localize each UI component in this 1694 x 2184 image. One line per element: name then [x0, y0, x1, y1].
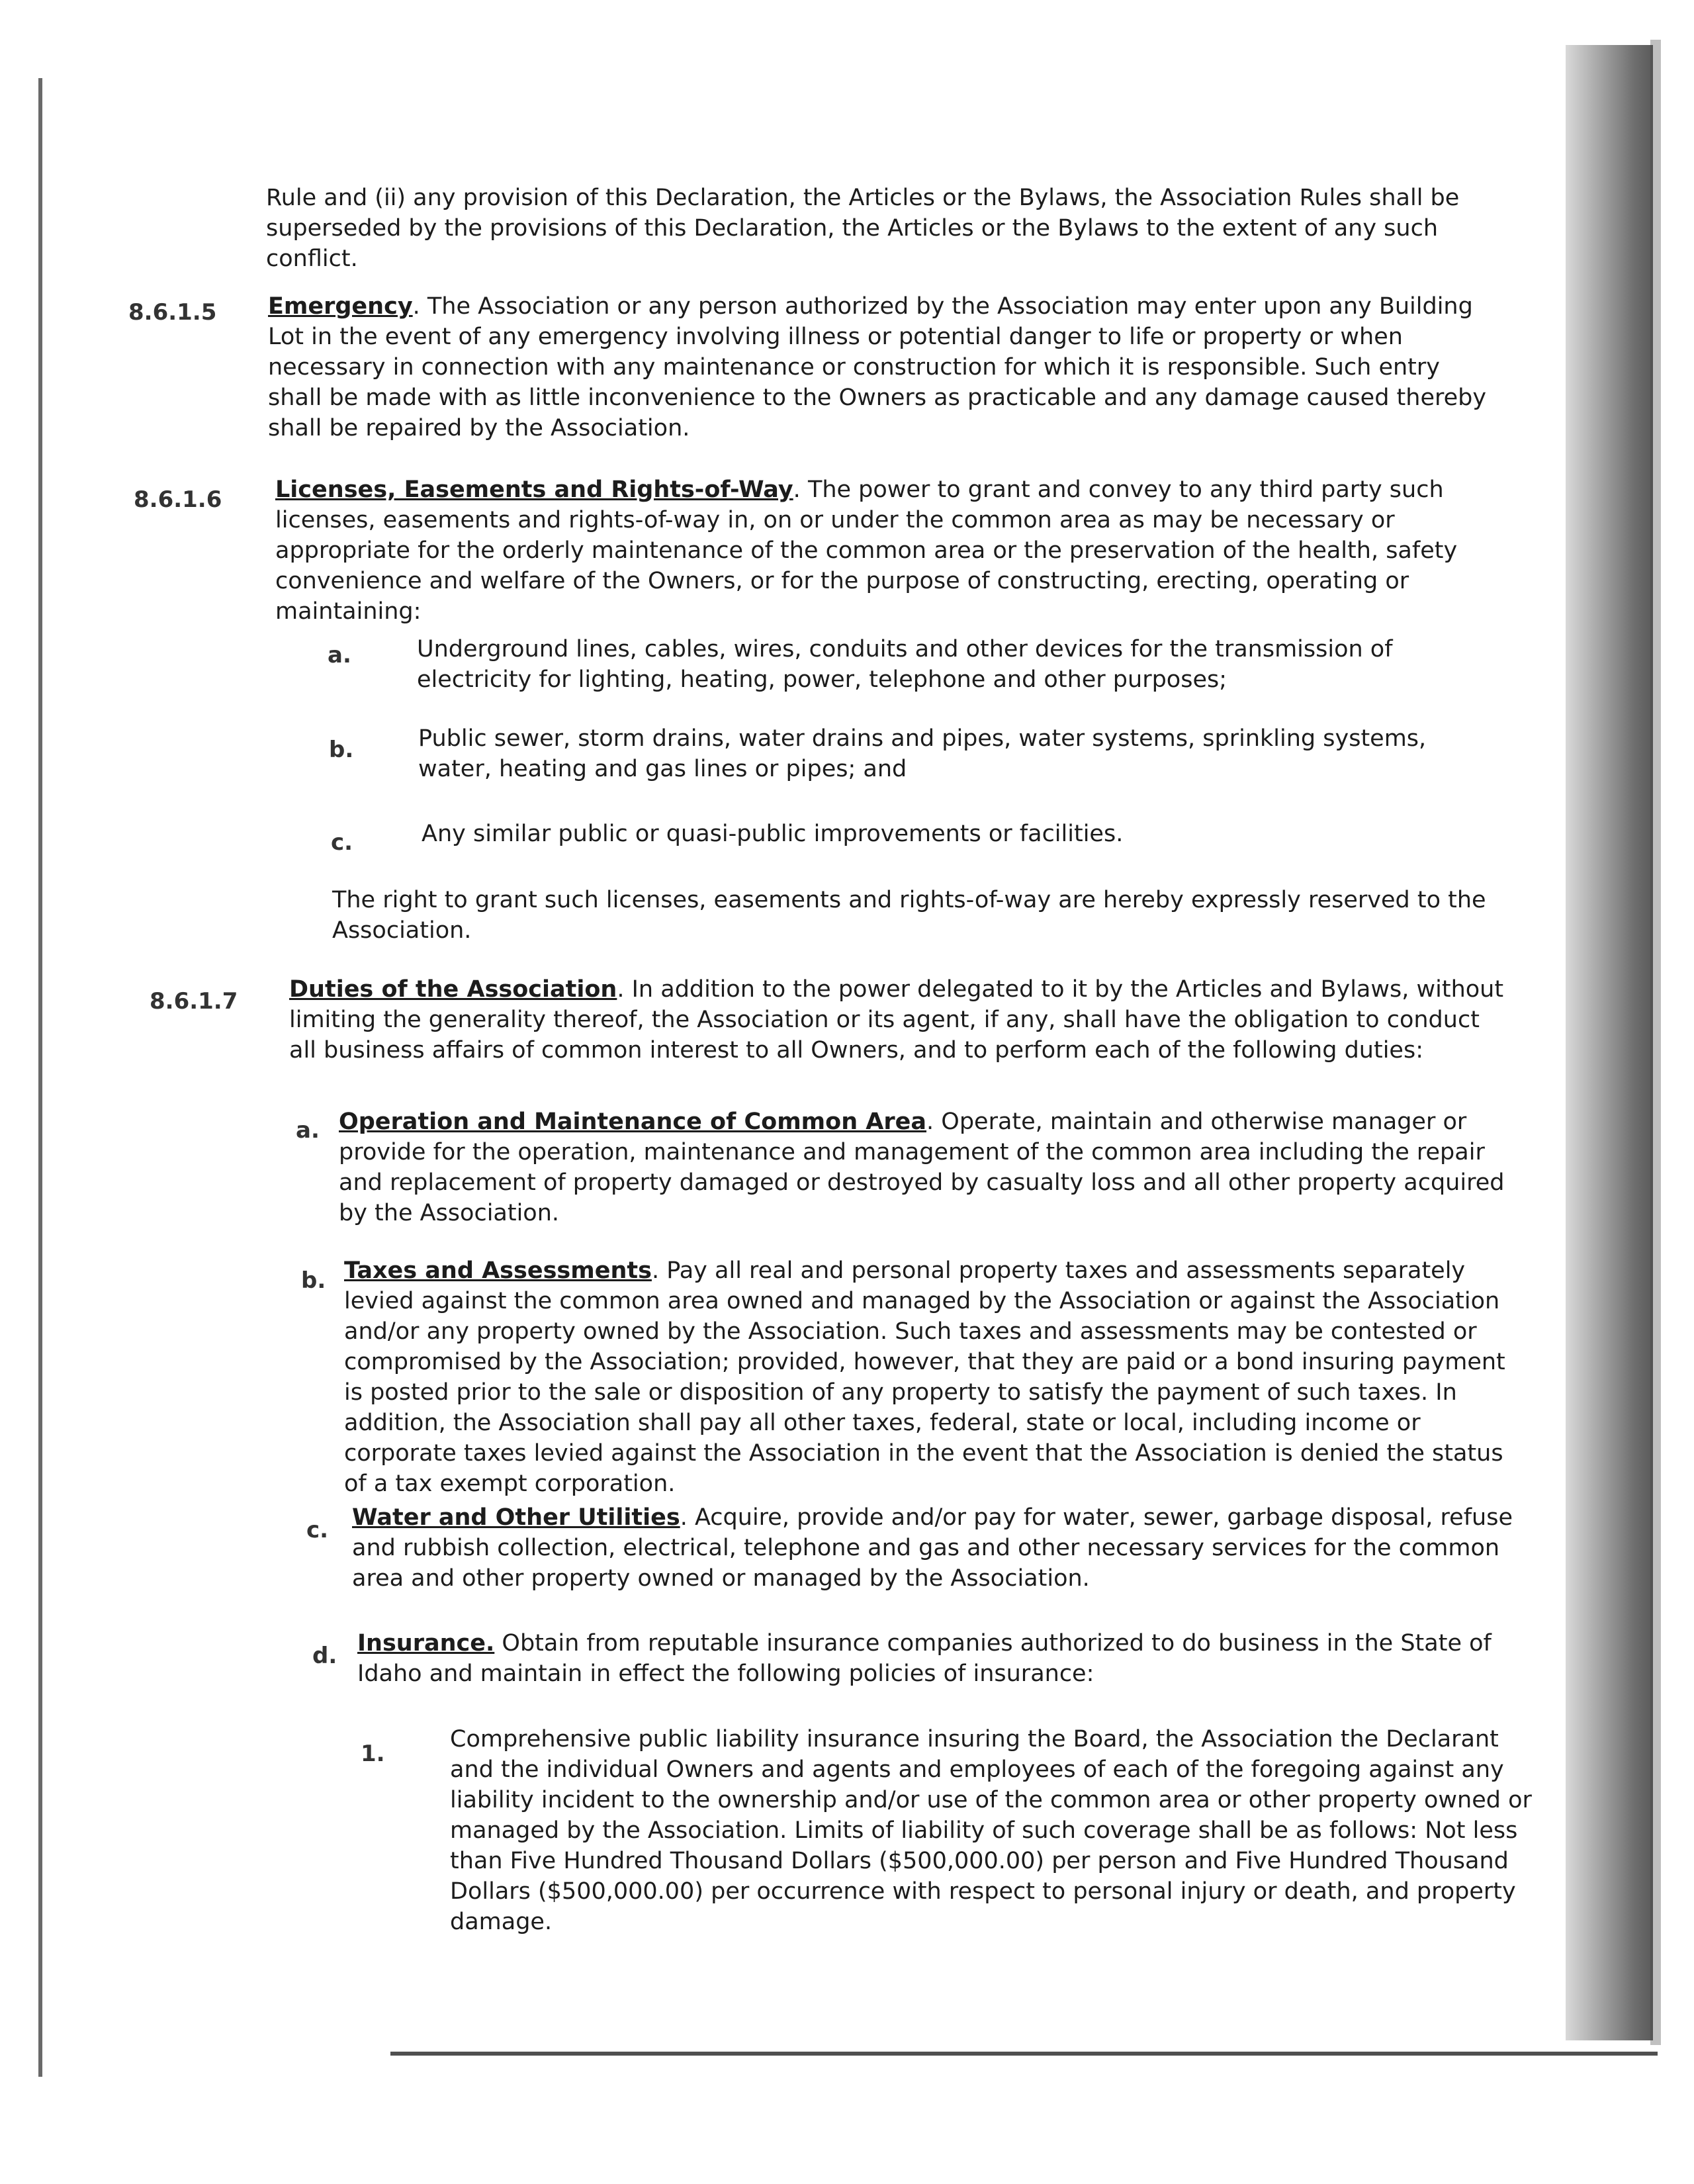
list-item: Insurance. Obtain from reputable insurance companies authorized to do business in the State of Idaho and maintain in effect the following policies of insurance:	[357, 1630, 1492, 1687]
item-heading: Operation and Maintenance of Common Area	[339, 1109, 927, 1135]
section-heading: Duties of the Association	[289, 976, 617, 1003]
item-heading: Water and Other Utilities	[352, 1504, 680, 1531]
section-number: 8.6.1.5	[128, 299, 217, 326]
closing-paragraph: The right to grant such licenses, easements and rights-of-way are hereby expressly reserved to the Association.	[332, 887, 1486, 944]
list-marker: b.	[329, 737, 354, 763]
list-marker: b.	[301, 1267, 326, 1294]
item-heading: Taxes and Assessments	[344, 1257, 652, 1284]
section-number: 8.6.1.6	[134, 486, 222, 513]
section-heading: Licenses, Easements and Rights-of-Way	[275, 477, 793, 503]
scan-right-shadow	[1566, 45, 1653, 2040]
section-text: The power to grant and convey to any third party such licenses, easements and rights-of-way in, on or under the common area as may be necessary or appropriate for the orderly maintenance of the common area or the preservation of the health, safety convenience and welfare of the Owners, or for the purpose of constructing, erecting, operating or maintaining:	[275, 477, 1458, 625]
scan-left-edge	[38, 78, 42, 2077]
list-marker: 1.	[361, 1741, 385, 1767]
scan-bottom-edge	[390, 2052, 1658, 2056]
list-marker: d.	[312, 1643, 337, 1669]
list-marker: a.	[328, 642, 351, 668]
item-heading: Insurance.	[357, 1630, 495, 1657]
list-item: Underground lines, cables, wires, conduits and other devices for the transmission of electricity for lighting, heating, power, telephone and other purposes;	[417, 636, 1393, 693]
section-number: 8.6.1.7	[150, 988, 238, 1015]
list-item: Comprehensive public liability insurance insuring the Board, the Association the Declarant and the individual Owners and agents and employees of each of the foregoing against any liability incident to the ownership and/or use of the common area or other property owned or managed by the Association. Limits of liability of such coverage shall be as follows: Not less than Five Hundred Thousand Dollars ($500,000.00) per person and Five Hundred Thousand Dollars ($500,000.00) per occurrence with respect to personal injury or death, and property damage.	[450, 1726, 1532, 1935]
section-8-6-1-6: Licenses, Easements and Rights-of-Way. The power to grant and convey to any third party such licenses, easements and rights-of-way in, on or under the common area as may be necessary or appropriate for the orderly maintenance of the common area or the preservation of the health, safety convenience and welfare of the Owners, or for the purpose of constructing, erecting, operating or maintaining:	[275, 477, 1458, 625]
section-text: The Association or any person authorized by the Association may enter upon any Building Lot in the event of any emergency involving illness or potential danger to life or property or when necessary in connection with any maintenance or construction for which it is responsible. Such entry shall be made with as little inconvenience to the Owners as practicable and any damage caused thereby shall be repaired by the Association.	[268, 293, 1487, 441]
list-item: Operation and Maintenance of Common Area. Operate, maintain and otherwise manager or provide for the operation, maintenance and management of the common area including the repair and replacement of property damaged or destroyed by casualty loss and all other property acquired by the Association.	[339, 1109, 1505, 1226]
list-marker: c.	[331, 829, 353, 856]
intro-paragraph: Rule and (ii) any provision of this Declaration, the Articles or the Bylaws, the Association Rules shall be superseded by the provisions of this Declaration, the Articles or the Bylaws to the extent of any such conflict.	[266, 185, 1460, 272]
list-marker: c.	[306, 1517, 329, 1543]
list-item: Water and Other Utilities. Acquire, provide and/or pay for water, sewer, garbage disposal, refuse and rubbish collection, electrical, telephone and gas and other necessary services for the common area and other property owned or managed by the Association.	[352, 1504, 1513, 1592]
section-heading: Emergency	[268, 293, 413, 320]
scan-right-edge	[1650, 40, 1661, 2045]
section-8-6-1-5: Emergency. The Association or any person authorized by the Association may enter upon any Building Lot in the event of any emergency involving illness or potential danger to life or property or when necessary in connection with any maintenance or construction for which it is responsible. Such entry shall be made with as little inconvenience to the Owners as practicable and any damage caused thereby shall be repaired by the Association.	[268, 293, 1487, 441]
section-text: In addition to the power delegated to it by the Articles and Bylaws, without limiting the generality thereof, the Association or its agent, if any, shall have the obligation to conduct all business affairs of common interest to all Owners, and to perform each of the following duties:	[289, 976, 1504, 1064]
list-item: Any similar public or quasi-public improvements or facilities.	[422, 821, 1124, 847]
list-item: Taxes and Assessments. Pay all real and personal property taxes and assessments separately levied against the common area owned and managed by the Association or against the Association and/or any property owned by the Association. Such taxes and assessments may be contested or compromised by the Association; provided, however, that they are paid or a bond insuring payment is posted prior to the sale or disposition of any property to satisfy the payment of such taxes. In addition, the Association shall pay all other taxes, federal, state or local, including income or corporate taxes levied against the Association in the event that the Association is denied the status of a tax exempt corporation.	[344, 1257, 1505, 1497]
list-item: Public sewer, storm drains, water drains and pipes, water systems, sprinkling systems, water, heating and gas lines or pipes; and	[418, 725, 1427, 782]
list-marker: a.	[296, 1117, 320, 1144]
section-8-6-1-7: Duties of the Association. In addition to the power delegated to it by the Articles and Bylaws, without limiting the generality thereof, the Association or its agent, if any, shall have the obligation to conduct all business affairs of common interest to all Owners, and to perform each of the following duties:	[289, 976, 1504, 1064]
